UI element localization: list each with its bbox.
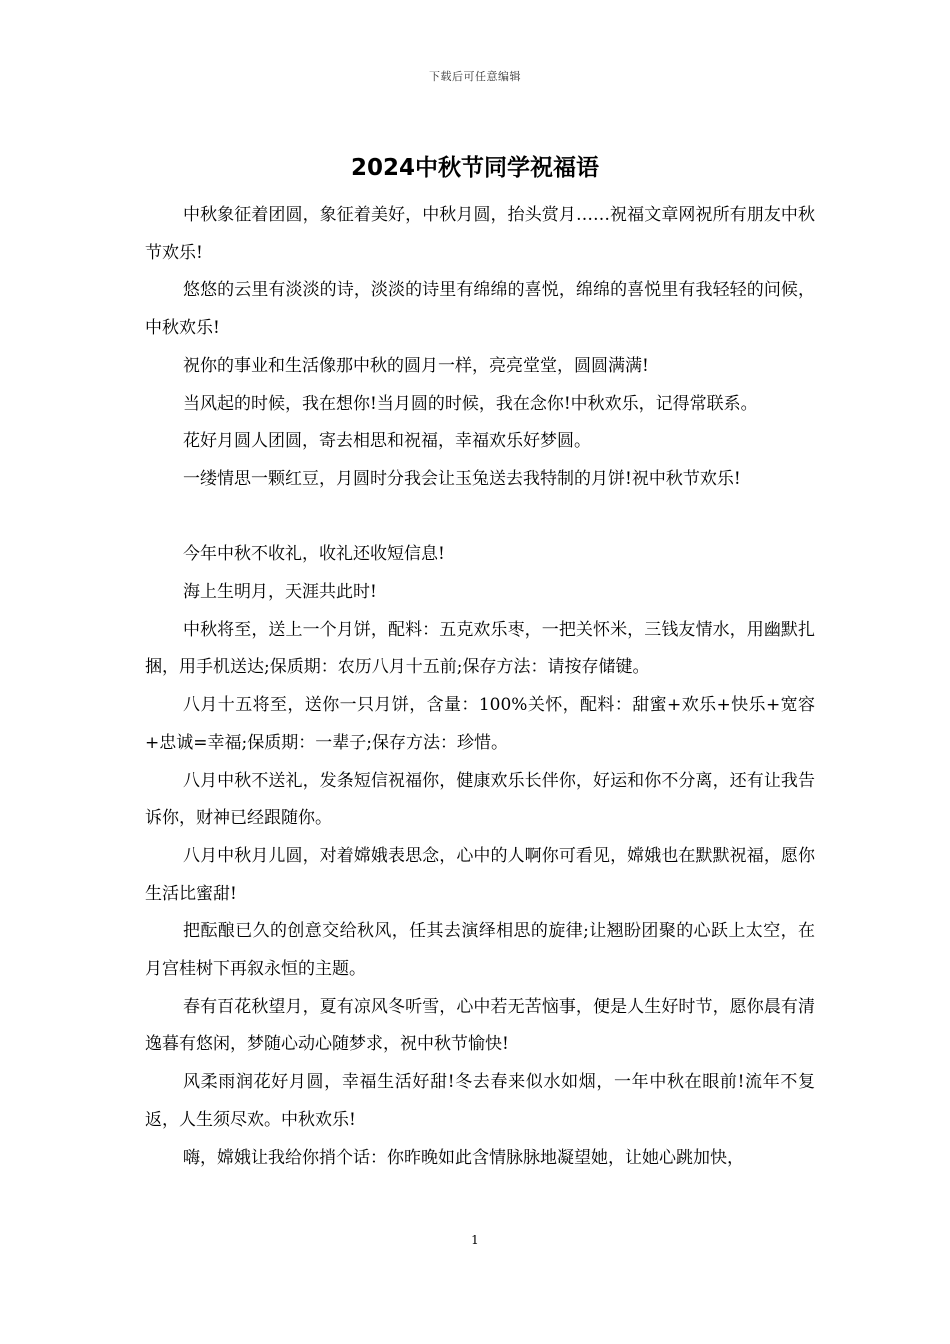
page-number: 1: [471, 1233, 479, 1247]
paragraph: 嗨，嫦娥让我给你捎个话：你昨晚如此含情脉脉地凝望她，让她心跳加快，: [183, 1147, 744, 1168]
paragraph: 把酝酿已久的创意交给秋风，任其去演绎相思的旋律;让翘盼团聚的心跃上太空，在月宫桂树下再叙永恒的主题。: [145, 921, 815, 980]
paragraph: 今年中秋不收礼，收礼还收短信息!: [183, 544, 445, 565]
paragraph: 八月十五将至，送你一只月饼，含量：100%关怀，配料：甜蜜+欢乐+快乐+宽容+忠诚=幸福;保质期：一辈子;保存方法：珍惜。: [145, 695, 815, 753]
document-body: [145, 197, 815, 1177]
paragraph: 花好月圆人团圆，寄去相思和祝福，幸福欢乐好梦圆。: [183, 431, 591, 452]
paragraph: 八月中秋月儿圆，对着嫦娥表思念，心中的人啊你可看见，嫦娥也在默默祝福，愿你生活比蜜甜!: [145, 845, 815, 904]
paragraph: 海上生明月，天涯共此时!: [183, 582, 377, 603]
paragraph: 中秋象征着团圆，象征着美好，中秋月圆，抬头赏月……祝福文章网祝所有朋友中秋节欢乐!: [145, 205, 815, 263]
paragraph: 祝你的事业和生活像那中秋的圆月一样，亮亮堂堂，圆圆满满!: [183, 355, 649, 376]
blank-line: [145, 499, 815, 537]
paragraph: 中秋将至，送上一个月饼，配料：五克欢乐枣，一把关怀米，三钱友情水，用幽默扎捆，用手机送达;保质期：农历八月十五前;保存方法：请按存储键。: [145, 619, 815, 678]
paragraph: 风柔雨润花好月圆，幸福生活好甜!冬去春来似水如烟，一年中秋在眼前!流年不复返，人生须尽欢。中秋欢乐!: [145, 1072, 815, 1130]
header-note: 下载后可任意编辑: [429, 70, 521, 83]
paragraph: 悠悠的云里有淡淡的诗，淡淡的诗里有绵绵的喜悦，绵绵的喜悦里有我轻轻的问候，中秋欢乐!: [145, 280, 815, 339]
paragraph: 一缕情思一颗红豆，月圆时分我会让玉兔送去我特制的月饼!祝中秋节欢乐!: [183, 468, 741, 489]
paragraph: 八月中秋不送礼，发条短信祝福你，健康欢乐长伴你，好运和你不分离，还有让我告诉你，财神已经跟随你。: [145, 770, 815, 829]
document-title: 2024中秋节同学祝福语: [350, 155, 599, 181]
paragraph: 春有百花秋望月，夏有凉风冬听雪，心中若无苦恼事，便是人生好时节，愿你晨有清逸暮有悠闲，梦随心动心随梦求，祝中秋节愉快!: [145, 996, 815, 1055]
paragraph: 当风起的时候，我在想你!当月圆的时候，我在念你!中秋欢乐，记得常联系。: [183, 393, 758, 414]
